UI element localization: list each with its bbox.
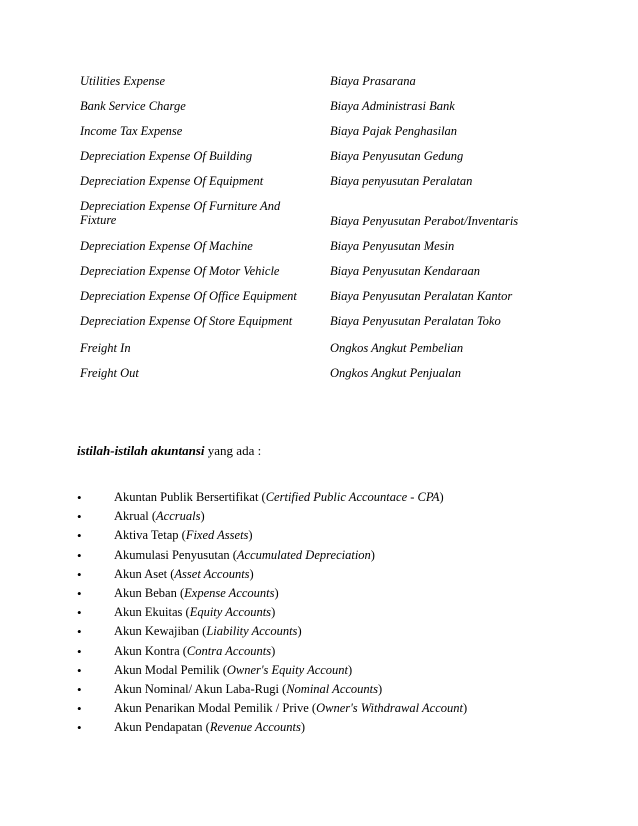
indonesian-term: Biaya Penyusutan Gedung [330, 149, 464, 163]
indonesian-term: Akun Aset [114, 566, 168, 581]
english-term: Owner's Withdrawal Account [316, 701, 463, 716]
indonesian-term: Akun Kewajiban [114, 624, 200, 639]
bullet-icon: • [77, 566, 82, 582]
table-row [80, 264, 550, 289]
indonesian-term: Biaya Pajak Penghasilan [330, 124, 458, 138]
table-row [80, 366, 550, 391]
indonesian-term: Biaya Penyusutan Kendaraan [330, 264, 480, 278]
english-term: Income Tax Expense [80, 124, 183, 138]
indonesian-term: Biaya Penyusutan Mesin [330, 239, 455, 253]
bullet-icon: • [77, 509, 82, 525]
bullet-icon: • [77, 662, 82, 678]
table-row [80, 99, 550, 124]
indonesian-term: Biaya Penyusutan Perabot/Inventaris [330, 214, 519, 228]
english-term: Depreciation Expense Of Machine [80, 239, 253, 253]
english-term: Utilities Expense [80, 74, 166, 88]
bullet-icon: • [77, 547, 82, 563]
indonesian-term: Akun Nominal/ Akun Laba-Rugi [114, 681, 279, 696]
bullet-icon: • [77, 681, 82, 697]
indonesian-term: Akun Pendapatan [114, 720, 203, 735]
english-term: Expense Accounts [184, 585, 275, 600]
bullet-icon: • [77, 585, 82, 601]
english-term: Depreciation Expense Of Office Equipment [80, 289, 297, 303]
english-term: Equity Accounts [189, 605, 272, 620]
english-term: Nominal Accounts [286, 681, 378, 696]
english-term: Owner's Equity Account [226, 662, 349, 677]
english-term: Liability Accounts [206, 624, 298, 639]
table-row [80, 174, 550, 199]
english-term: Asset Accounts [174, 566, 250, 581]
indonesian-term: Ongkos Angkut Pembelian [330, 341, 464, 355]
english-term: Accumulated Depreciation [236, 547, 371, 562]
indonesian-term: Biaya Administrasi Bank [330, 99, 455, 113]
english-term: Bank Service Charge [80, 99, 186, 113]
table-row [80, 199, 550, 239]
english-term: Fixed Assets [185, 528, 249, 543]
bullet-icon: • [77, 528, 82, 544]
term-translation-table [80, 74, 550, 391]
heading-rest: yang ada : [204, 443, 262, 458]
indonesian-term: Akun Modal Pemilik [114, 662, 220, 677]
english-term: Depreciation Expense Of Motor Vehicle [80, 264, 280, 278]
indonesian-term: Akun Kontra [114, 643, 180, 658]
table-row [80, 314, 550, 341]
table-row [80, 74, 550, 99]
bullet-icon: • [77, 490, 82, 505]
indonesian-term: Biaya Penyusutan Peralatan Toko [330, 314, 501, 328]
english-term: Accruals [156, 509, 201, 524]
indonesian-term: Akumulasi Penyusutan [114, 547, 230, 562]
english-term: Revenue Accounts [209, 720, 301, 735]
indonesian-term: Akun Beban [114, 585, 177, 600]
indonesian-term: Biaya penyusutan Peralatan [330, 174, 473, 188]
bullet-icon: • [77, 720, 82, 736]
english-term: Depreciation Expense Of Equipment [80, 174, 264, 188]
indonesian-term: Aktiva Tetap [114, 528, 179, 543]
bullet-icon: • [77, 643, 82, 659]
english-term: Certified Public Accountace - CPA [265, 490, 440, 504]
section-heading [77, 443, 261, 458]
table-row [80, 289, 550, 314]
indonesian-term: Akuntan Publik Bersertifikat [114, 490, 259, 504]
english-term: Depreciation Expense Of Furniture And Fixture [80, 199, 281, 227]
english-term: Depreciation Expense Of Store Equipment [80, 314, 293, 328]
indonesian-term: Akun Ekuitas [114, 605, 183, 620]
indonesian-term: Biaya Prasarana [330, 74, 416, 88]
table-row [80, 149, 550, 174]
indonesian-term: Ongkos Angkut Penjualan [330, 366, 461, 380]
indonesian-term: Akun Penarikan Modal Pemilik / Prive [114, 701, 309, 716]
english-term: Contra Accounts [186, 643, 272, 658]
heading-emphasis: istilah-istilah akuntansi [77, 443, 205, 458]
english-term: Freight Out [80, 366, 139, 380]
english-term: Depreciation Expense Of Building [80, 149, 253, 163]
english-term: Freight In [80, 341, 131, 355]
table-row [80, 239, 550, 264]
indonesian-term: Akrual [114, 509, 149, 524]
bullet-icon: • [77, 624, 82, 640]
bullet-icon: • [77, 701, 82, 717]
bullet-icon: • [77, 605, 82, 621]
table-row [80, 124, 550, 149]
indonesian-term: Biaya Penyusutan Peralatan Kantor [330, 289, 513, 303]
table-row [80, 341, 550, 366]
